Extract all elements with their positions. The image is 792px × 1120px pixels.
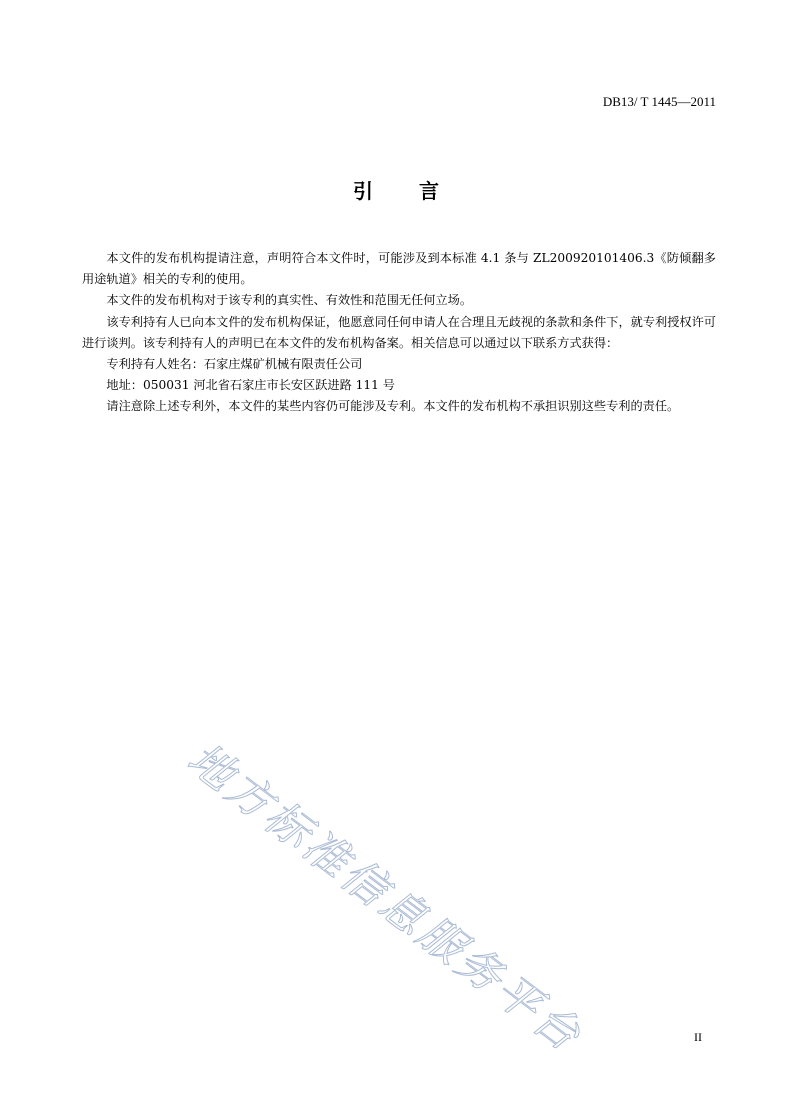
body-text bbox=[82, 248, 716, 418]
paragraph-no-position: 本文件的发布机构对于该专利的真实性、有效性和范围无任何立场。 bbox=[106, 293, 473, 308]
watermark: 地方标准信息服务平台 bbox=[177, 733, 592, 1063]
title-char-2: 言 bbox=[419, 179, 439, 203]
paragraph-holder-assurance: 该专利持有人已向本文件的发布机构保证，他愿意同任何申请人在合理且无歧视的条款和条件下，就专利授权许可进行谈判。该专利持有人的声明已在本文件的发布机构备案。相关信息可以通过以下联系方式获得： bbox=[82, 314, 716, 350]
paragraph-address: 地址：050031 河北省石家庄市长安区跃进路 111 号 bbox=[106, 378, 395, 393]
document-code: DB13/ T 1445—2011 bbox=[602, 94, 716, 109]
paragraph-patent-notice: 本文件的发布机构提请注意，声明符合本文件时，可能涉及到本标准 4.1 条与 ZL200920101406.3《防倾翻多用途轨道》相关的专利的使用。 bbox=[82, 251, 716, 287]
paragraph-holder-name: 专利持有人姓名：石家庄煤矿机械有限责任公司 bbox=[106, 357, 363, 372]
page-number: II bbox=[694, 1030, 702, 1044]
title-char-1: 引 bbox=[353, 179, 373, 203]
page-title bbox=[0, 175, 792, 204]
paragraph-disclaimer: 请注意除上述专利外，本文件的某些内容仍可能涉及专利。本文件的发布机构不承担识别这些专利的责任。 bbox=[106, 399, 680, 414]
